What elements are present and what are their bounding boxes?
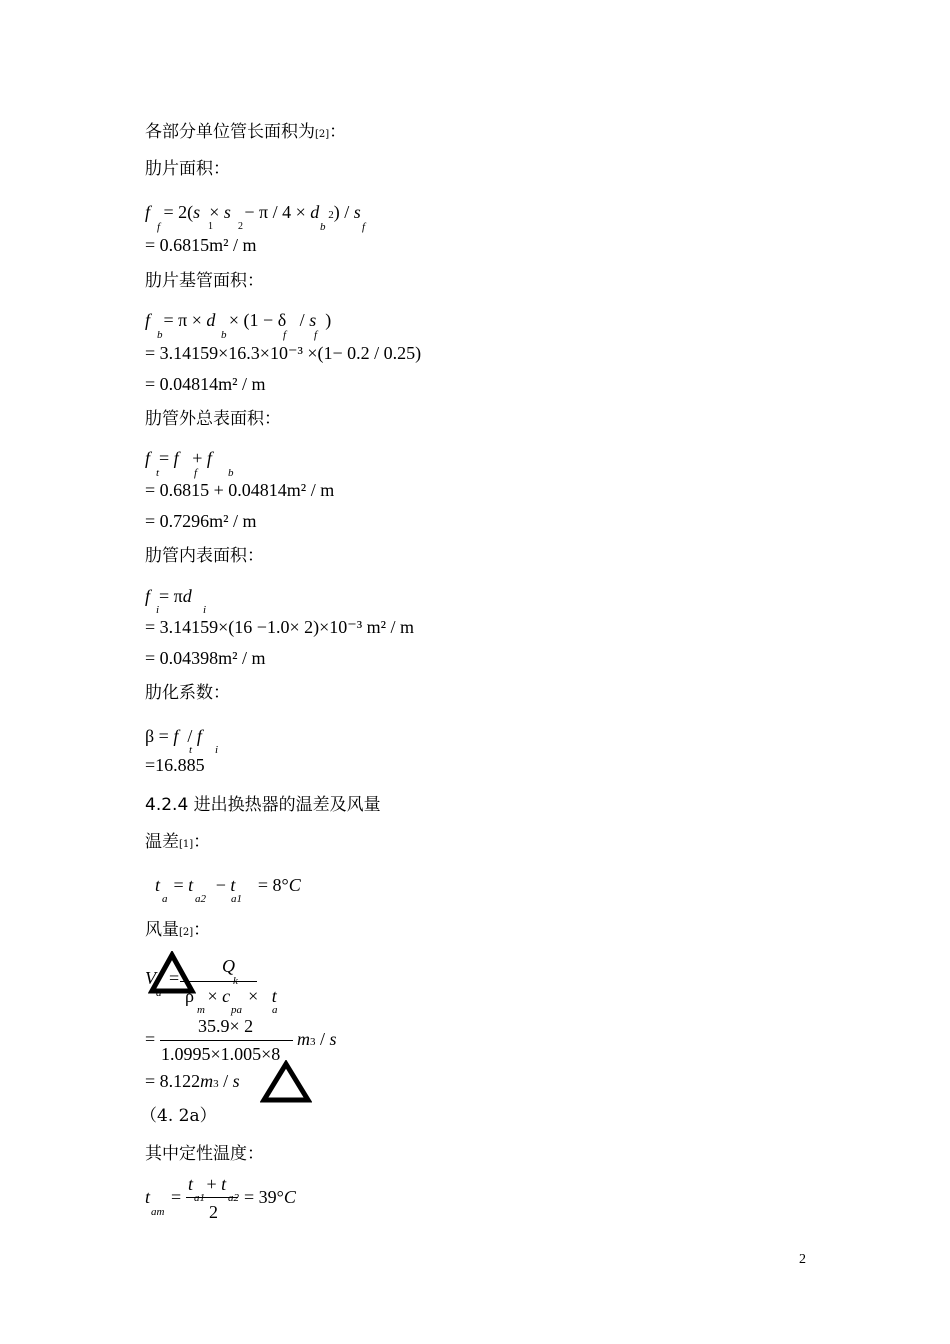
base-area-equation: f = π × d × (1 − δ / s ) bbox=[145, 310, 332, 330]
section-heading: 4.2.4 进出换热器的温差及风量 bbox=[145, 795, 381, 815]
qual-temp-result: = 39°C bbox=[244, 1187, 296, 1207]
temp-label: 温差[1]： bbox=[145, 832, 211, 852]
air-eq2-numerator: 35.9× 2 bbox=[198, 1016, 254, 1036]
air-eq-result: = 8.122m3 / s bbox=[145, 1071, 240, 1091]
total-area-label: 肋管外总表面积： bbox=[145, 409, 281, 429]
total-area-result: = 0.7296m² / m bbox=[145, 511, 257, 531]
fin-coef-result: =16.885 bbox=[145, 755, 205, 775]
qual-temp-label: 其中定性温度： bbox=[145, 1144, 264, 1164]
air-eq2-unit: m3 / s bbox=[297, 1029, 337, 1049]
qual-temp-numerator: t + t bbox=[188, 1174, 227, 1194]
inner-area-equation: f = πd bbox=[145, 586, 192, 606]
base-area-step: = 3.14159×16.3×10⁻³ ×(1− 0.2 / 0.25) bbox=[145, 343, 422, 363]
air-label: 风量[2]： bbox=[145, 920, 211, 940]
fraction-bar bbox=[160, 1040, 293, 1041]
inner-area-label: 肋管内表面积： bbox=[145, 546, 264, 566]
air-eq-denominator: ρ × c × t bbox=[185, 986, 277, 1006]
fin-area-result: = 0.6815m² / m bbox=[145, 235, 257, 255]
area-intro: 各部分单位管长面积为[2]： bbox=[145, 122, 347, 142]
air-equation-lhs: V bbox=[145, 968, 156, 988]
air-eq2-denominator: 1.0995×1.005×8 bbox=[161, 1044, 281, 1064]
fin-coef-equation: β = f / f bbox=[145, 726, 202, 746]
inner-area-result: = 0.04398m² / m bbox=[145, 648, 266, 668]
document-page: 各部分单位管长面积为[2]： 肋片面积： f = 2(s × s − π / 4 × d 2) / s f 1 2 b f = 0.6815m² / m 肋片基管面积： f = π × d × (1 − δ / s ) b b f f = 3.14159×16.3×10⁻³ ×(1− 0.2 / 0.25) = 0.04814m² / m 肋管外总表面积： f = f + f t f b = 0.6815 + 0.04814m² / m = 0.7296m² / m 肋管内表面积： f = πd i i = 3.14159×(16 −1.0× 2)×10⁻³ m² / m = 0.04398m² / m 肋化系数： β = f / f t i =16.885 4.2.4 进出换热器的温差及风量 温差[1]： t = t − t = 8°C a a2 a1 风量[2]： V = a Q ρ × c × t m pa a = 35.9× 2 1.0995×1.005×8 m3 / s = 8.122m3 / s （4. 2a） 其中定性温度： t am = t + t a1 a2 2 = 39°C 2 bbox=[0, 0, 950, 1344]
total-area-step: = 0.6815 + 0.04814m² / m bbox=[145, 480, 335, 500]
delta-triangle-icon bbox=[148, 951, 196, 995]
fin-area-equation: f = 2(s × s − π / 4 × d 2) / s bbox=[145, 202, 361, 222]
fin-area-label: 肋片面积： bbox=[145, 159, 230, 179]
inner-area-step: = 3.14159×(16 −1.0× 2)×10⁻³ m² / m bbox=[145, 617, 415, 637]
qual-temp-denominator: 2 bbox=[209, 1202, 218, 1222]
fin-coef-label: 肋化系数： bbox=[145, 683, 230, 703]
temp-equation: t = t − t = 8°C bbox=[155, 875, 301, 895]
air-eq-numerator: Q bbox=[222, 956, 235, 976]
total-area-equation: f = f + f bbox=[145, 448, 212, 468]
base-area-label: 肋片基管面积： bbox=[145, 271, 264, 291]
equation-number: （4. 2a） bbox=[140, 1106, 217, 1126]
delta-triangle-icon bbox=[260, 1060, 312, 1104]
base-area-result: = 0.04814m² / m bbox=[145, 374, 266, 394]
page-number: 2 bbox=[799, 1252, 806, 1267]
